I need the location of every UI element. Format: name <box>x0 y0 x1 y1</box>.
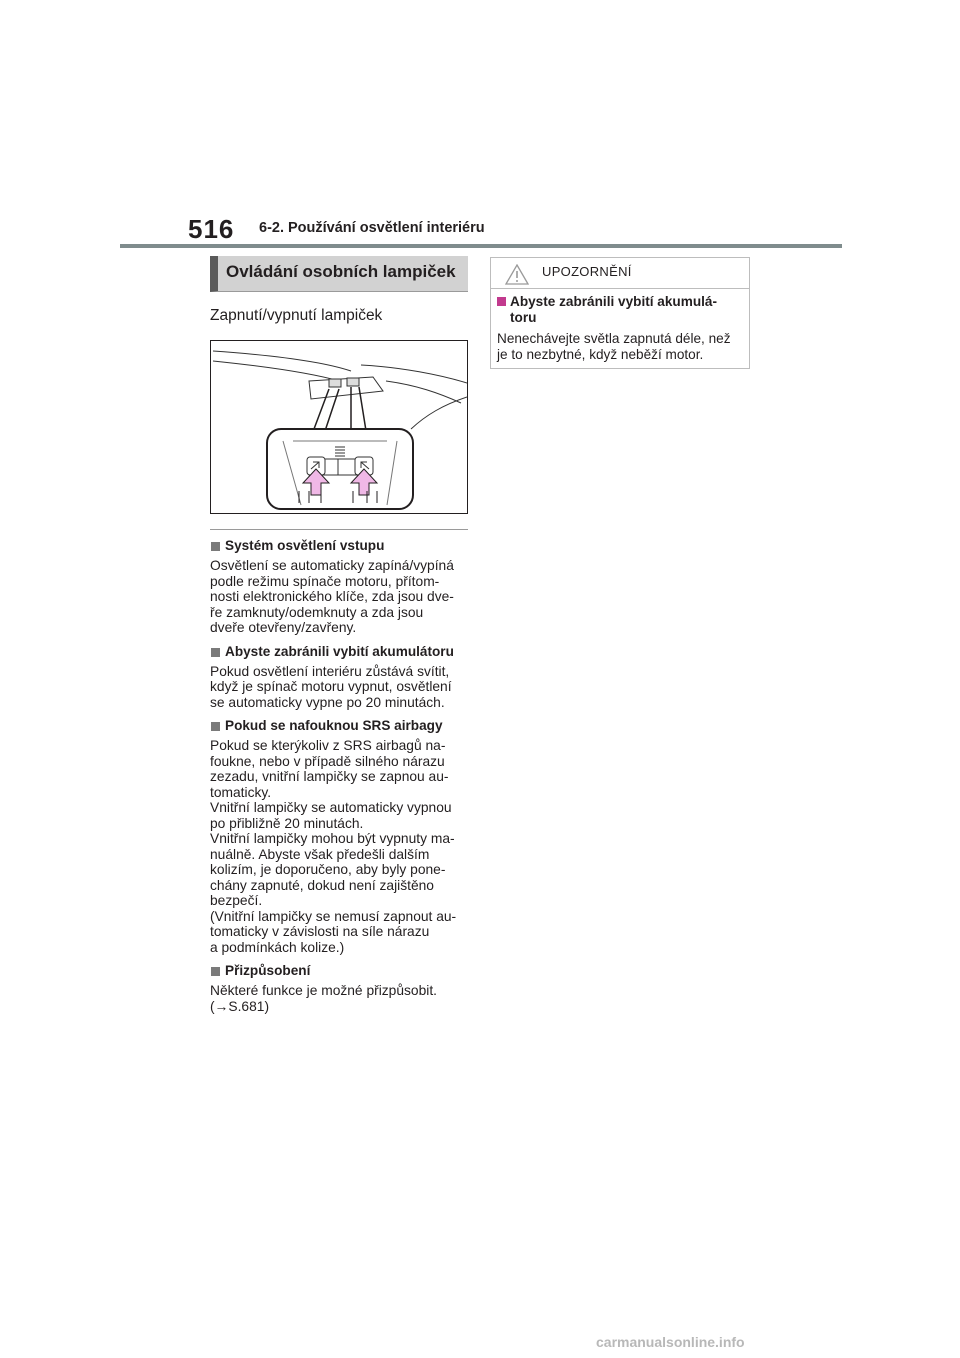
item-body: Pokud se kterýkoliv z SRS airbagů na- foukne, nebo v případě silného nárazu zezadu, vnitřní lampičky se zapnou au- tomaticky. Vnitřní lampičky se automaticky vypnou po přibližně 20 minutách. Vnitřní lampičky mohou být vypnuty ma- nuálně. Abyste však předešli dalším kolizím, je doporučeno, aby byly pone- chány zapnuté, dokud není zajištěno bezpečí. (Vnitřní lampičky se nemusí zapnout au- tomaticky v závislosti na síle nárazu a podmínkách kolize.) <box>210 738 457 955</box>
item-title: Abyste zabránili vybití akumulátoru <box>225 643 454 659</box>
info-item <box>210 718 468 955</box>
info-item <box>210 538 468 636</box>
caution-body: Nenechávejte světla zapnutá déle, než je to nezbytné, když neběží motor. <box>497 331 731 362</box>
headliner-line <box>361 365 467 383</box>
watermark: carmanualsonline.info <box>596 1334 745 1350</box>
caution-title: Abyste zabránili vybití akumulá- toru <box>510 294 717 325</box>
personal-lights-illustration <box>210 340 468 514</box>
item-body: Osvětlení se automaticky zapíná/vypíná podle režimu spínače motoru, přítom- nosti elektronického klíče, zda jsou dve- ře zamknuty/odemknuty a zda jsou dveře otevřeny/zavřeny. <box>210 558 454 635</box>
section-heading: Ovládání osobních lampiček <box>210 256 468 292</box>
item-body: Pokud osvětlení interiéru zůstává svítit, když je spínač motoru vypnut, osvětlení se automaticky vypne po 20 minutách. <box>210 663 452 710</box>
overhead-console <box>309 377 383 399</box>
warning-triangle-icon <box>505 264 529 285</box>
item-title: Přizpůsobení <box>225 963 311 978</box>
header-rule <box>120 244 842 248</box>
chapter-title: 6-2. Používání osvětlení interiéru <box>259 220 485 236</box>
square-bullet-icon <box>211 967 220 976</box>
console-switch <box>347 378 359 386</box>
item-title: Pokud se nafouknou SRS airbagy <box>225 718 443 733</box>
item-body: Některé funkce je možné přizpůsobit. (→S.681) <box>210 983 437 1014</box>
left-column <box>210 256 468 1014</box>
square-bullet-icon <box>497 297 506 306</box>
caution-box <box>490 257 750 369</box>
headliner-line <box>213 361 339 381</box>
info-item <box>210 963 468 1014</box>
section-divider <box>210 529 468 530</box>
overhead-console-drawing <box>211 341 467 513</box>
info-item <box>210 644 468 711</box>
section-intro: Zapnutí/vypnutí lampiček <box>210 307 383 324</box>
square-bullet-icon <box>211 648 220 657</box>
caution-label: UPOZORNĚNÍ <box>542 264 632 279</box>
item-title: Systém osvětlení vstupu <box>225 538 385 553</box>
headliner-line <box>386 381 461 403</box>
square-bullet-icon <box>211 722 220 731</box>
page-number: 516 <box>188 214 235 244</box>
console-switch <box>329 379 341 387</box>
caution-header <box>491 258 749 289</box>
headliner-line <box>213 351 351 371</box>
square-bullet-icon <box>211 542 220 551</box>
